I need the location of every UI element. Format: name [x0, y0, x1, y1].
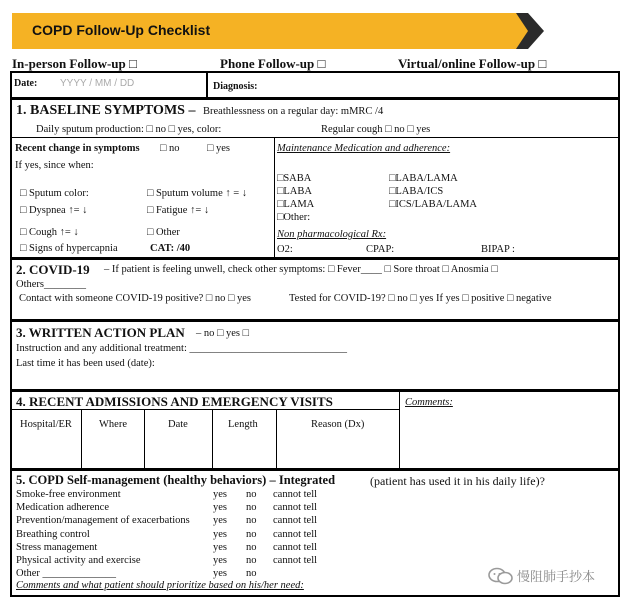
sputum-production-field: Daily sputum production: □ no □ yes, color:	[36, 124, 222, 135]
cat-score: CAT: /40	[150, 243, 191, 254]
bipap-field: BIPAP :	[481, 244, 515, 255]
behavior-label: Medication adherence	[16, 502, 109, 514]
cough-check[interactable]: □ Cough ↑= ↓	[20, 227, 79, 238]
section-5-title: 5. COPD Self-management (healthy behaviors) – Integrated	[16, 473, 336, 487]
page-title: COPD Follow-Up Checklist	[32, 22, 211, 38]
fatigue-check[interactable]: □ Fatigue ↑= ↓	[147, 205, 210, 216]
divider	[399, 391, 400, 469]
since-when-label: If yes, since when:	[15, 160, 94, 171]
behavior-cannot-tell-option[interactable]: cannot tell	[273, 502, 318, 514]
watermark: 慢阻肺手抄本	[517, 569, 596, 584]
divider	[81, 410, 82, 469]
section-2-title: 2. COVID-19	[16, 262, 90, 277]
behavior-no-option[interactable]: no	[246, 541, 257, 553]
instruction-line: Instruction and any additional treatment: ______________________________	[16, 343, 347, 354]
behavior-no-option[interactable]: no	[246, 489, 257, 500]
behavior-yes-option[interactable]: yes	[213, 515, 227, 527]
med-lama[interactable]: □LAMA	[277, 199, 315, 210]
med-laba-lama[interactable]: □LABA/LAMA	[389, 173, 458, 184]
divider	[11, 137, 619, 138]
priority-comments-label: Comments and what patient should prioritize based on his/her need:	[16, 580, 304, 591]
regular-cough-field: Regular cough □ no □ yes	[321, 124, 431, 135]
covid-symptoms-line: – If patient is feeling unwell, check other symptoms: □ Fever____ □ Sore throat □ Anosmia □	[104, 264, 498, 275]
behavior-yes-option[interactable]: yes	[213, 489, 227, 500]
action-plan-options[interactable]: – no □ yes □	[196, 328, 249, 339]
behavior-yes-option[interactable]: yes	[213, 555, 227, 566]
med-saba[interactable]: □SABA	[277, 173, 312, 184]
phone-followup-option[interactable]: Phone Follow-up □	[220, 56, 326, 71]
behavior-no-option[interactable]: no	[246, 555, 257, 566]
non-pharm-title: Non pharmacological Rx:	[277, 229, 387, 240]
behavior-cannot-tell-option[interactable]: cannot tell	[273, 528, 318, 540]
diagnosis-label: Diagnosis:	[213, 81, 258, 92]
covid-tested-line: Tested for COVID-19? □ no □ yes If yes □ positive □ negative	[289, 293, 552, 304]
behavior-label: Prevention/management of exacerbations	[16, 515, 190, 527]
divider	[212, 410, 213, 469]
covid-others-line: Others________	[16, 279, 86, 290]
maintenance-med-title: Maintenance Medication and adherence:	[277, 143, 451, 154]
behavior-yes-option[interactable]: yes	[213, 568, 227, 580]
sputum-color-check[interactable]: □ Sputum color:	[20, 188, 89, 199]
o2-field: O2:	[277, 244, 293, 255]
dyspnea-check[interactable]: □ Dyspnea ↑= ↓	[20, 205, 88, 216]
divider	[276, 410, 277, 469]
behavior-cannot-tell-option[interactable]: cannot tell	[273, 489, 318, 500]
behavior-label: Other ______________	[16, 568, 117, 580]
hypercapnia-check[interactable]: □ Signs of hypercapnia	[20, 243, 118, 254]
behavior-yes-option[interactable]: yes	[213, 528, 227, 540]
in-person-followup-option[interactable]: In-person Follow-up □	[12, 56, 137, 71]
divider	[274, 138, 275, 258]
med-laba[interactable]: □LABA	[277, 186, 312, 197]
virtual-followup-option[interactable]: Virtual/online Follow-up □	[398, 56, 547, 71]
recent-change-label: Recent change in symptoms	[15, 143, 140, 154]
behavior-label: Stress management	[16, 541, 98, 553]
divider	[206, 72, 208, 99]
behavior-no-option[interactable]: no	[246, 528, 257, 540]
column-date: Date	[168, 419, 188, 430]
recent-change-no[interactable]: □ no	[160, 143, 180, 154]
section-1-title: 1. BASELINE SYMPTOMS –	[16, 103, 196, 118]
behavior-label: Smoke-free environment	[16, 489, 121, 500]
behavior-cannot-tell-option[interactable]: cannot tell	[273, 541, 318, 553]
section-3-title: 3. WRITTEN ACTION PLAN	[16, 325, 185, 340]
divider	[144, 410, 145, 469]
sputum-volume-check[interactable]: □ Sputum volume ↑ = ↓	[147, 188, 248, 199]
banner-arrow-accent-icon	[512, 13, 532, 49]
recent-change-yes[interactable]: □ yes	[207, 143, 230, 154]
other-symptom-check[interactable]: □ Other	[147, 227, 180, 238]
behavior-yes-option[interactable]: yes	[213, 502, 227, 514]
behavior-cannot-tell-option[interactable]: cannot tell	[273, 515, 318, 527]
column-reason: Reason (Dx)	[311, 419, 365, 430]
med-ics-laba-lama[interactable]: □ICS/LABA/LAMA	[389, 199, 478, 210]
behavior-no-option[interactable]: no	[246, 515, 257, 527]
behavior-no-option[interactable]: no	[246, 502, 257, 514]
behavior-no-option[interactable]: no	[246, 568, 257, 580]
med-laba-ics[interactable]: □LABA/ICS	[389, 186, 444, 197]
behavior-cannot-tell-option[interactable]: cannot tell	[273, 555, 318, 566]
mmrc-field: Breathlessness on a regular day: mMRC /4	[203, 106, 384, 117]
behavior-yes-option[interactable]: yes	[213, 541, 227, 553]
behavior-label: Breathing control	[16, 528, 90, 540]
date-label: Date:	[14, 78, 38, 89]
behavior-label: Physical activity and exercise	[16, 555, 141, 566]
column-length: Length	[228, 419, 258, 430]
section-5-subtitle: (patient has used it in his daily life)?	[370, 474, 545, 488]
date-field[interactable]: YYYY / MM / DD	[60, 78, 135, 89]
column-hospital: Hospital/ER	[20, 419, 72, 430]
wechat-icon	[488, 566, 514, 586]
med-other[interactable]: □Other:	[277, 212, 311, 223]
last-used-line: Last time it has been used (date):	[16, 358, 155, 369]
covid-contact-line: Contact with someone COVID-19 positive? □ no □ yes	[19, 293, 251, 304]
admissions-comments-label: Comments:	[405, 397, 453, 408]
column-where: Where	[99, 419, 127, 430]
cpap-field: CPAP:	[366, 244, 395, 255]
section-4-title: 4. RECENT ADMISSIONS AND EMERGENCY VISITS	[16, 394, 333, 409]
